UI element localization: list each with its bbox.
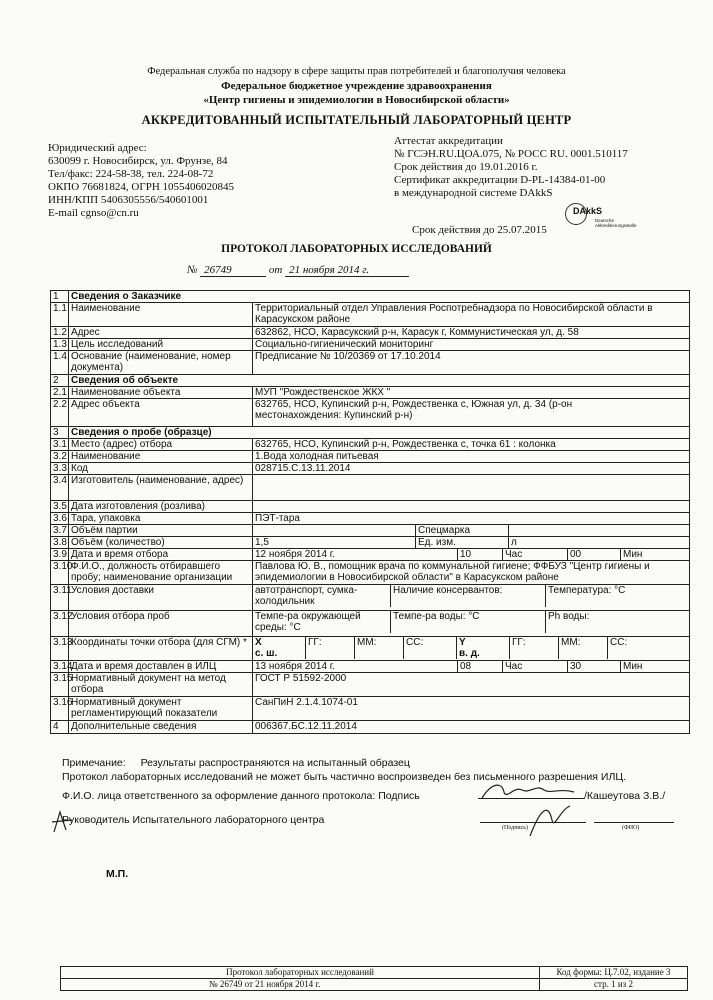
coord-x-sec: СС: — [404, 637, 457, 659]
accreditation-line-5: в международной системе DAkkS — [394, 187, 553, 199]
accreditation-line-3: Срок действия до 19.01.2016 г. — [394, 161, 538, 173]
section-heading: Сведения о пробе (образце) — [69, 427, 690, 439]
address-label: Юридический адрес: — [48, 142, 147, 154]
minute-label: Мин — [621, 661, 690, 672]
row-number: 3.5 — [51, 501, 69, 513]
row-label: Код — [69, 463, 253, 475]
volume-value: 1,5 — [253, 537, 416, 548]
reproduction-note: Протокол лабораторных исследований не может быть частично воспроизведен без письменного разрешения ИЛЦ. — [62, 771, 627, 783]
accreditation-line-2: № ГСЭН.RU.ЦОА.075, № РОСС RU. 0001.510117 — [394, 148, 628, 160]
row-number: 3.8 — [51, 537, 69, 549]
note-text: Результаты распространяются на испытанный образец — [140, 757, 410, 769]
row-number: 3.6 — [51, 513, 69, 525]
center-name: «Центр гигиены и эпидемиологии в Новосибирской области» — [203, 94, 510, 106]
accreditation-validity: Срок действия до 25.07.2015 — [412, 224, 547, 236]
row-value: Социально-гигиенический мониторинг — [253, 339, 690, 351]
phone-line: Тел/факс: 224-58-38, тел. 224-08-72 — [48, 168, 214, 180]
page-number: стр. 1 из 2 — [540, 979, 688, 991]
row-label: Дата изготовления (розлива) — [69, 501, 253, 513]
unit-value: л — [509, 537, 690, 548]
row-value: 632765, НСО, Купинский р-н, Рождественка с, Южная ул, д. 34 (р-он местонахождения: Купинский р-н) — [253, 399, 690, 427]
accreditation-line-4: Сертификат аккредитации D-PL-14384-01-00 — [394, 174, 606, 186]
protocol-table — [50, 290, 690, 734]
row-number: 3.2 — [51, 451, 69, 463]
coord-x-min: ММ: — [355, 637, 404, 659]
row-number: 2 — [51, 375, 69, 387]
sampling-minute: 00 — [568, 549, 621, 560]
sampling-hour: 10 — [458, 549, 503, 560]
row-label: Дополнительные сведения — [69, 721, 253, 734]
agency-name: Федеральная служба по надзору в сфере защиты прав потребителей и благополучия человека — [147, 66, 566, 77]
row-label: Наименование — [69, 303, 253, 327]
table-row — [51, 513, 690, 525]
row-number: 3.15 — [51, 673, 69, 697]
row-label: Объём партии — [69, 525, 253, 537]
row-label: Дата и время доставлен в ИЛЦ — [69, 661, 253, 673]
note-line — [62, 757, 410, 769]
row-number: 3.13 — [51, 637, 69, 661]
section-heading: Сведения о Заказчике — [69, 291, 690, 303]
section-heading: Сведения об объекте — [69, 375, 690, 387]
row-label: Адрес — [69, 327, 253, 339]
note-label: Примечание: — [62, 757, 126, 769]
row-label: Дата и время отбора — [69, 549, 253, 561]
row-value: 006367.БС.12.11.2014 — [253, 721, 690, 734]
row-number: 3.4 — [51, 475, 69, 501]
row-value — [253, 475, 690, 501]
number-label: № — [187, 264, 198, 276]
water-temperature-label: Темпе-ра воды: °С — [391, 611, 546, 633]
accreditation-line-1: Аттестат аккредитации — [394, 135, 503, 147]
protocol-date: 21 ноября 2014 г. — [285, 264, 409, 277]
table-row — [51, 303, 690, 327]
address-line: 630099 г. Новосибирск, ул. Фрунзе, 84 — [48, 155, 228, 167]
coord-x-label: Х — [255, 637, 262, 648]
table-row — [51, 439, 690, 451]
coord-y-min: ММ: — [559, 637, 608, 659]
row-number: 3.11 — [51, 585, 69, 611]
row-number: 3 — [51, 427, 69, 439]
table-row — [51, 501, 690, 513]
row-value: Павлова Ю. В., помощник врача по коммунальной гигиене; ФФБУЗ "Центр гигиены и эпидемиологии в Новосибирской области" в Карасукском районе — [253, 561, 690, 585]
table-row — [51, 637, 690, 661]
row-number: 1 — [51, 291, 69, 303]
delivery-conditions: автотранспорт, сумка-холодильник — [253, 585, 391, 607]
hour-label: Час — [503, 661, 568, 672]
row-number: 4 — [51, 721, 69, 734]
footer-protocol-number: № 26749 от 21 ноября 2014 г. — [61, 979, 540, 991]
hour-label: Час — [503, 549, 568, 560]
row-value: 028715.С.13.11.2014 — [253, 463, 690, 475]
coord-x-deg: ГГ: — [306, 637, 355, 659]
table-row — [51, 339, 690, 351]
row-label: Условия доставки — [69, 585, 253, 611]
institution-name: Федеральное бюджетное учреждение здравоохранения — [221, 80, 492, 92]
responsible-person-line: Ф.И.О. лица ответственного за оформление данного протокола: Подпись — [62, 790, 420, 802]
row-number: 3.10 — [51, 561, 69, 585]
row-value: МУП "Рождественское ЖКХ " — [253, 387, 690, 399]
row-label: Нормативный документ регламентирующий показатели — [69, 697, 253, 721]
table-row — [51, 537, 690, 549]
coord-x-unit: с. ш. — [255, 648, 278, 659]
row-value: Предписание № 10/20369 от 17.10.2014 — [253, 351, 690, 375]
table-row — [51, 697, 690, 721]
fio-caption: (ФИО) — [622, 825, 640, 831]
coord-y-label: Y — [459, 637, 466, 648]
table-row — [51, 549, 690, 561]
delivery-minute: 30 — [568, 661, 621, 672]
from-label: от — [268, 264, 283, 276]
row-number: 3.1 — [51, 439, 69, 451]
coord-y-deg: ГГ: — [510, 637, 559, 659]
row-number: 1.2 — [51, 327, 69, 339]
row-label: Нормативный документ на метод отбора — [69, 673, 253, 697]
responsible-name: /Кашеутова З.В./ — [584, 790, 666, 802]
row-value: ПЭТ-тара — [253, 513, 690, 525]
ph-label: Ph воды: — [546, 611, 690, 633]
okpo-line: ОКПО 76681824, ОГРН 1055406020845 — [48, 181, 235, 193]
row-label: Основание (наименование, номер документа) — [69, 351, 253, 375]
row-label: Тара, упаковка — [69, 513, 253, 525]
table-row — [51, 463, 690, 475]
table-row — [51, 375, 690, 387]
table-row — [51, 585, 690, 611]
row-label: Изготовитель (наименование, адрес) — [69, 475, 253, 501]
table-row — [51, 399, 690, 427]
row-label: Объём (количество) — [69, 537, 253, 549]
table-row — [51, 327, 690, 339]
lab-title: АККРЕДИТОВАННЫЙ ИСПЫТАТЕЛЬНЫЙ ЛАБОРАТОРНЫЙ ЦЕНТР — [141, 113, 572, 127]
row-value: 1.Вода холодная питьевая — [253, 451, 690, 463]
head-fio-line — [594, 822, 674, 823]
row-value: 632765, НСО, Купинский р-н, Рождественка с, точка 61 : колонка — [253, 439, 690, 451]
unit-label: Ед. изм. — [416, 537, 509, 548]
row-label: Ф.И.О., должность отбиравшего пробу; наименование организации — [69, 561, 253, 585]
dakks-logo-text: DAkkS — [573, 206, 603, 216]
delivery-hour: 08 — [458, 661, 503, 672]
row-value: СанПиН 2.1.4.1074-01 — [253, 697, 690, 721]
signature-caption: (Подпись) — [502, 825, 529, 831]
special-mark-label: Спецмарка — [416, 525, 509, 536]
dakks-logo-sub: Deutsche Akkreditierungsstelle — [595, 218, 637, 228]
ambient-temperature-label: Темпе-ра окружающей среды: °С — [253, 611, 391, 633]
row-number: 3.3 — [51, 463, 69, 475]
protocol-number: 26749 — [200, 264, 266, 277]
head-of-center-label: Руководитель Испытательного лабораторного центра — [62, 814, 325, 826]
row-number: 3.14 — [51, 661, 69, 673]
row-label: Координаты точки отбора (для СГМ) * — [69, 637, 253, 661]
table-row — [51, 291, 690, 303]
row-number: 1.1 — [51, 303, 69, 327]
coord-y-unit: в. д. — [459, 648, 480, 659]
row-label: Адрес объекта — [69, 399, 253, 427]
row-number: 1.3 — [51, 339, 69, 351]
row-value: 632862, НСО, Карасукский р-н, Карасук г, Коммунистическая ул, д. 58 — [253, 327, 690, 339]
row-label: Наименование объекта — [69, 387, 253, 399]
row-number: 3.9 — [51, 549, 69, 561]
row-number: 1.4 — [51, 351, 69, 375]
table-row — [51, 475, 690, 501]
table-row — [51, 427, 690, 439]
row-value — [253, 501, 690, 513]
delivery-date: 13 ноября 2014 г. — [253, 661, 458, 672]
form-code: Код формы: Ц.7.02, издание 3 — [540, 967, 688, 979]
sampling-date: 12 ноября 2014 г. — [253, 549, 458, 560]
row-number: 3.12 — [51, 611, 69, 637]
email-line: E-mail cgnso@cn.ru — [48, 207, 139, 219]
table-row — [51, 525, 690, 537]
table-row — [51, 561, 690, 585]
row-label: Место (адрес) отбора — [69, 439, 253, 451]
table-row — [51, 661, 690, 673]
row-number: 2.1 — [51, 387, 69, 399]
protocol-title: ПРОТОКОЛ ЛАБОРАТОРНЫХ ИССЛЕДОВАНИЙ — [221, 243, 492, 255]
footer-protocol-label: Протокол лабораторных исследований — [61, 967, 540, 979]
table-row — [51, 387, 690, 399]
table-row — [51, 451, 690, 463]
row-label: Условия отбора проб — [69, 611, 253, 637]
row-number: 2.2 — [51, 399, 69, 427]
minute-label: Мин — [621, 549, 690, 560]
table-row — [51, 721, 690, 734]
row-value: Территориальный отдел Управления Роспотребнадзора по Новосибирской области в Карасукском районе — [253, 303, 690, 327]
table-row — [51, 351, 690, 375]
inn-line: ИНН/КПП 5406305556/540601001 — [48, 194, 209, 206]
row-number: 3.16 — [51, 697, 69, 721]
table-row — [51, 611, 690, 637]
coord-y-sec: СС: — [608, 637, 690, 659]
table-row — [51, 673, 690, 697]
temperature-label: Температура: °С — [546, 585, 690, 607]
row-label: Цель исследований — [69, 339, 253, 351]
preservatives-label: Наличие консервантов: — [391, 585, 546, 607]
head-signature-icon — [520, 800, 580, 840]
form-footer-table — [60, 966, 688, 991]
row-value: ГОСТ Р 51592-2000 — [253, 673, 690, 697]
row-label: Наименование — [69, 451, 253, 463]
dakks-logo — [565, 203, 637, 231]
stamp-place-label: М.П. — [106, 868, 129, 880]
row-number: 3.7 — [51, 525, 69, 537]
protocol-number-line — [187, 264, 409, 277]
